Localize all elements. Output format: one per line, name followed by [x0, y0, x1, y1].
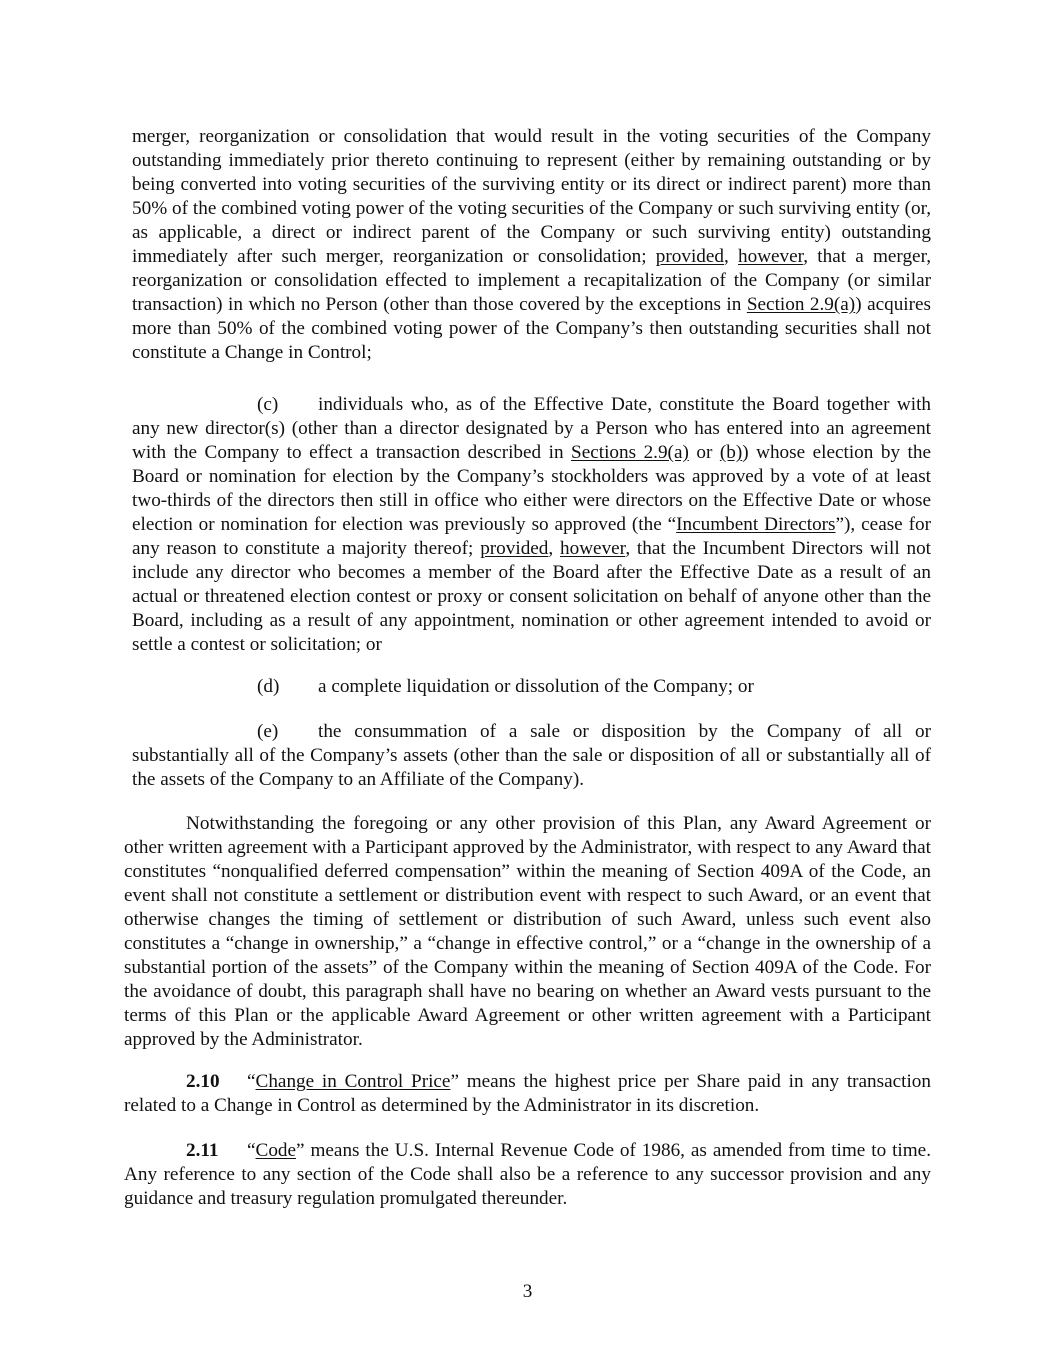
text: ” means the U.S. Internal Revenue Code of 1986, as amended from time to time. Any reference to any section of the Code shall also be a reference to any successor provision and any guidance and treasury regulation promulgated thereunder.: [124, 1140, 931, 1209]
clause-label: (e): [257, 721, 279, 742]
text: the consummation of a sale or disposition by the Company of all or substantially all of the Company’s assets (other than the sale or disposition of all or substantially all of the assets of the Company to an Affiliate of the Company).: [132, 721, 931, 790]
provided-term: provided: [655, 246, 724, 267]
section-2-10: [124, 1070, 931, 1118]
text: or: [688, 442, 720, 463]
clause-c: [132, 393, 931, 657]
open-quote: “: [247, 1140, 256, 1161]
text: ” means the highest price per Share paid in any transaction related to a Change in Control as determined by the Administrator in its discretion.: [124, 1071, 931, 1116]
section-2-11: [124, 1139, 931, 1211]
text: , that a merger, reorganization or consolidation effected to implement a recapitalization of the Company (or similar transaction) in which no Person (other than those covered by the exceptions in: [132, 246, 931, 315]
page-number: 3: [522, 1281, 533, 1302]
text: ,: [724, 246, 738, 267]
notwithstanding-paragraph: [124, 812, 931, 1052]
clause-d: [132, 675, 931, 699]
defined-term: Code: [255, 1140, 297, 1161]
clause-e: [132, 720, 931, 792]
clause-label: (c): [257, 394, 279, 415]
clause-label: (d): [257, 676, 280, 697]
text: ”), cease for any reason to constitute a majority thereof;: [132, 514, 931, 559]
section-number: 2.10: [186, 1071, 220, 1092]
however-term: however: [738, 246, 804, 267]
text: ,: [548, 538, 561, 559]
text: merger, reorganization or consolidation that would result in the voting securities of the Company outstanding immediately prior thereto continuing to represent (either by remaining outstanding or by being converted into voting securities of the surviving entity or its direct or indirect parent) more than 50% of the combined voting power of the voting securities of the Company or such surviving entity (or, as applicable, a direct or indirect parent of the Company or such surviving entity) outstanding immediately after such merger, reorganization or consolidation;: [132, 126, 931, 267]
text: a complete liquidation or dissolution of the Company; or: [318, 676, 754, 697]
defined-term: Change in Control Price: [255, 1071, 451, 1092]
text: Notwithstanding the foregoing or any other provision of this Plan, any Award Agreement or other written agreement with a Participant approved by the Administrator, with respect to any Award that constitutes “nonqualified deferred compensation” within the meaning of Section 409A of the Code, an event shall not constitute a settlement or distribution event with respect to such Award, or an event that otherwise changes the timing of settlement or distribution of such Award, unless such event also constitutes a “change in ownership,” a “change in effective control,” or a “change in the ownership of a substantial portion of the assets” of the Company within the meaning of Section 409A of the Code. For the avoidance of doubt, this paragraph shall have no bearing on whether an Award vests pursuant to the terms of this Plan or the applicable Award Agreement or other written agreement with a Participant approved by the Administrator.: [124, 813, 931, 1050]
section-number: 2.11: [186, 1140, 219, 1161]
incumbent-directors-term: Incumbent Directors: [676, 514, 836, 535]
section-2-9a-reference: Section 2.9(a): [746, 294, 856, 315]
however-term: however: [560, 538, 626, 559]
text: ) acquires more than 50% of the combined voting power of the Company’s then outstanding securities shall not constitute a Change in Control;: [132, 294, 931, 363]
text: ) whose election by the Board or nomination for election by the Company’s stockholders was approved by a vote of at least two-thirds of the directors then still in office who either were directors on the Effective Date or whose election or nomination for election was previously so approved (the “: [132, 442, 931, 535]
section-b-reference: (b): [719, 442, 743, 463]
provided-term: provided: [480, 538, 549, 559]
text: , that the Incumbent Directors will not include any director who becomes a member of the Board after the Effective Date as a result of an actual or threatened election contest or proxy or consent solicitation on behalf of anyone other than the Board, including as a result of any appointment, nomination or other agreement intended to avoid or settle a contest or solicitation; or: [132, 538, 932, 655]
sections-2-9a-reference: Sections 2.9(a): [571, 442, 689, 463]
open-quote: “: [247, 1071, 256, 1092]
clause-b-continued: [132, 125, 931, 365]
text: individuals who, as of the Effective Date, constitute the Board together with any new director(s) (other than a director designated by a Person who has entered into an agreement with the Company to effect a transaction described in: [132, 394, 931, 463]
